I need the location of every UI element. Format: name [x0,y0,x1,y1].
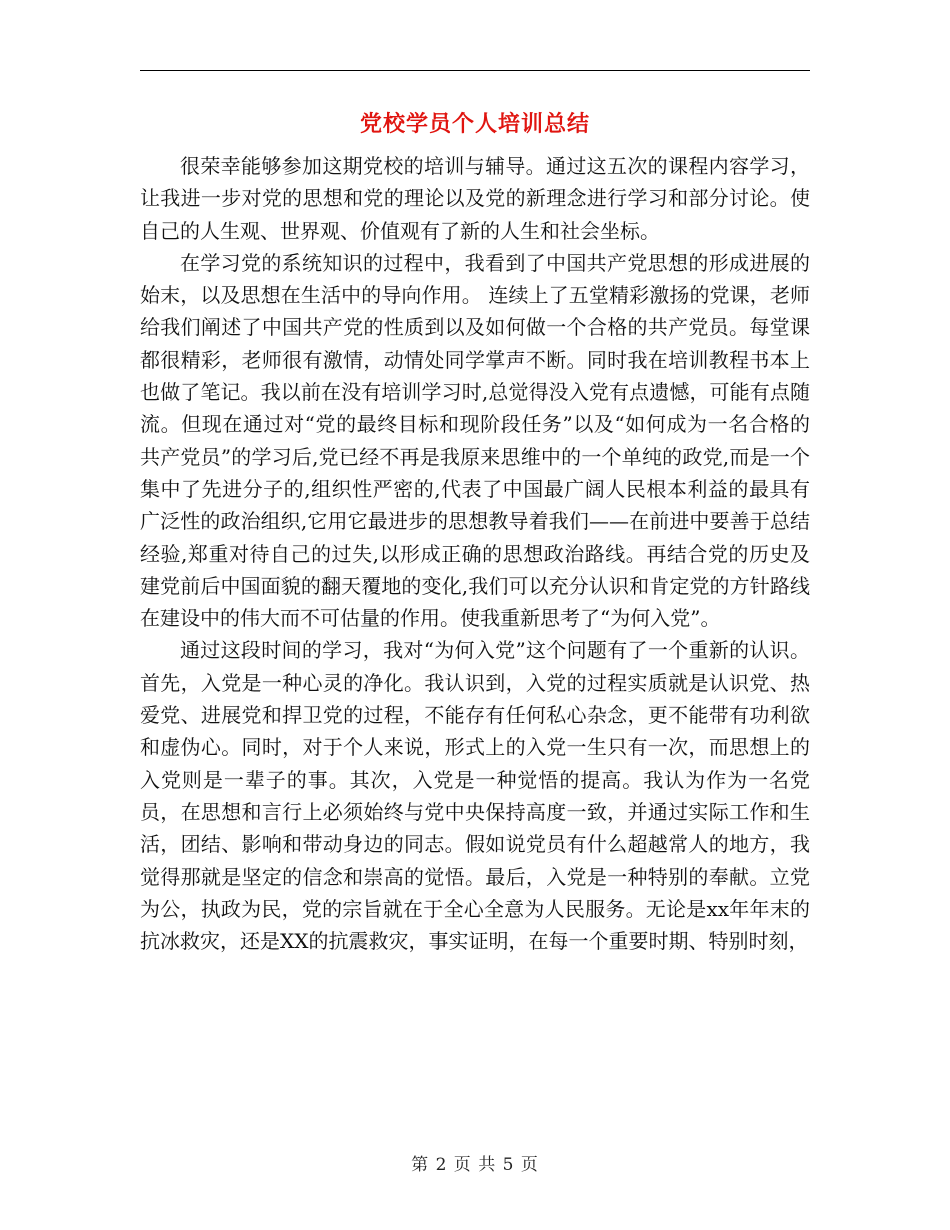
header-rule [140,70,810,71]
document-title: 党校学员个人培训总结 [359,111,590,137]
paragraph: 在学习党的系统知识的过程中，我看到了中国共产党思想的形成进展的始末，以及思想在生活中的导向作用。 连续上了五堂精彩激扬的党课，老师给我们阐述了中国共产党的性质到以及如何做一个合格的共产党员。每堂课都很精彩，老师很有激情，动情处同学掌声不断。同时我在培训教程书本上也做了笔记。我以前在没有培训学习时,总觉得没入党有点遗憾，可能有点随流。但现在通过对“党的最终目标和现阶段任务”以及“如何成为一名合格的共产党员”的学习后,党已经不再是我原来思维中的一个单纯的政党,而是一个集中了先进分子的,组织性严密的,代表了中国最广阔人民根本利益的最具有广泛性的政治组织,它用它最进步的思想教导着我们——在前进中要善于总结经验,郑重对待自己的过失,以形成正确的思想政治路线。再结合党的历史及建党前后中国面貌的翻天覆地的变化,我们可以充分认识和肯定党的方针路线在建设中的伟大而不可估量的作用。使我重新思考了“为何入党”。 [140,250,810,631]
paragraph: 通过这段时间的学习，我对“为何入党”这个问题有了一个重新的认识。首先，入党是一种心灵的净化。我认识到，入党的过程实质就是认识党、热爱党、进展党和捍卫党的过程，不能存有任何私心杂念，更不能带有功利欲和虚伪心。同时，对于个人来说，形式上的入党一生只有一次，而思想上的入党则是一辈子的事。其次，入党是一种觉悟的提高。我认为作为一名党员，在思想和言行上必须始终与党中央保持高度一致，并通过实际工作和生活，团结、影响和带动身边的同志。假如说党员有什么超越常人的地方，我觉得那就是坚定的信念和崇高的觉悟。最后，入党是一种特别的奉献。立党为公，执政为民，党的宗旨就在于全心全意为人民服务。无论是xx年年末的抗冰救灾，还是XX的抗震救灾，事实证明，在每一个重要时期、特别时刻， [140,638,810,954]
paragraph: 很荣幸能够参加这期党校的培训与辅导。通过这五次的课程内容学习，让我进一步对党的思想和党的理论以及党的新理念进行学习和部分讨论。使自己的人生观、世界观、价值观有了新的人生和社会坐标。 [140,154,810,243]
document-body [140,150,810,957]
page-number-footer: 第 2 页 共 5 页 [411,1155,539,1175]
